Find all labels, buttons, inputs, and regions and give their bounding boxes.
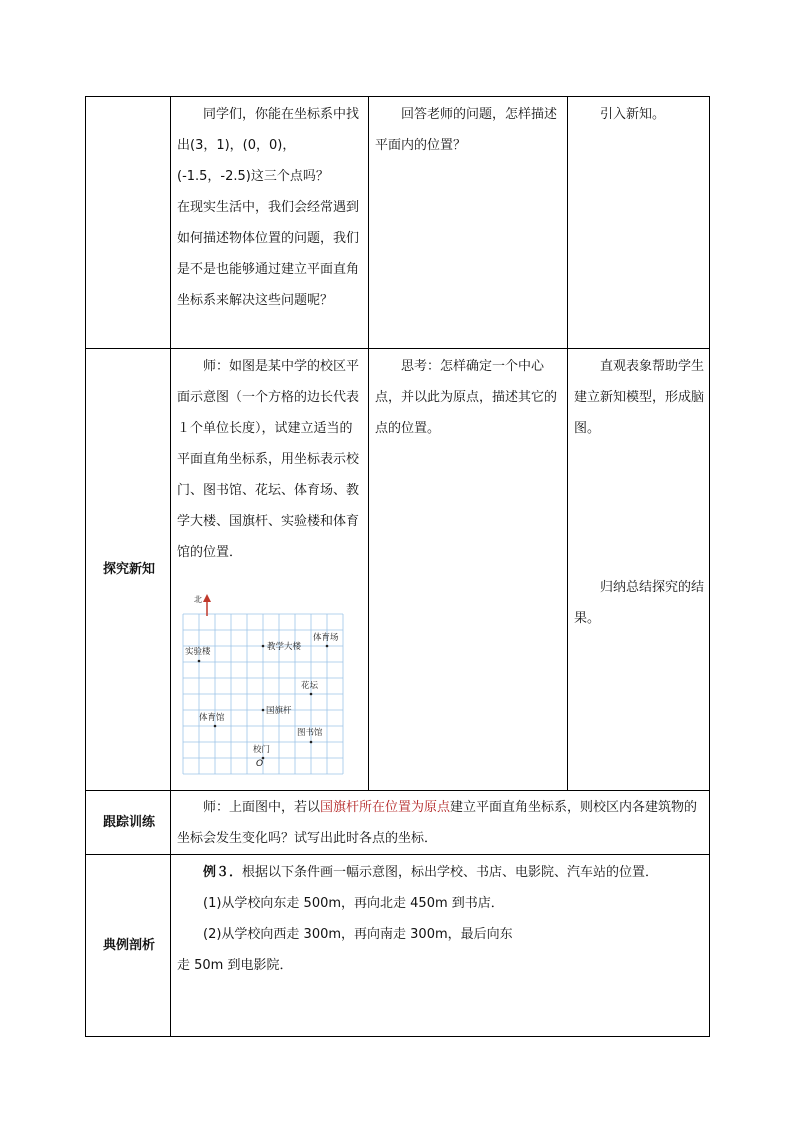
example-label: 例３． bbox=[203, 865, 243, 880]
section-label-example: 典例剖析 bbox=[86, 855, 171, 1037]
campus-grid-map bbox=[177, 594, 347, 776]
student-activity-cell bbox=[369, 97, 568, 349]
row-practice bbox=[86, 791, 710, 855]
example-item-2a: (2)从学校向西走 300m，再向南走 300m，最后向东 bbox=[203, 927, 513, 942]
teacher-activity-cell bbox=[171, 97, 369, 349]
flag-point bbox=[262, 709, 265, 712]
origin-label: O bbox=[256, 759, 264, 769]
practice-text bbox=[177, 792, 705, 854]
section-cell-intro bbox=[86, 97, 171, 349]
teaching-label: 教学大楼 bbox=[267, 642, 302, 652]
teacher-question: 同学们，你能在坐标系中找出(3，1)，(0，0)，(-1.5，-2.5)这三个点吗？ bbox=[177, 107, 360, 184]
row-intro bbox=[86, 97, 710, 349]
example-item-2b: 走 50m 到电影院． bbox=[177, 958, 293, 973]
gym-point bbox=[214, 725, 217, 728]
row-example bbox=[86, 855, 710, 1037]
campus-map bbox=[177, 594, 347, 776]
library-label: 图书馆 bbox=[297, 728, 323, 738]
gym-label: 体育馆 bbox=[199, 713, 225, 723]
design-intent-summary: 归纳总结探究的结果。 bbox=[574, 580, 705, 626]
lab-label: 实验楼 bbox=[185, 647, 211, 657]
practice-highlight: 国旗杆所在位置为原点 bbox=[320, 800, 451, 815]
student-activity-cell bbox=[369, 349, 568, 791]
example-cell bbox=[171, 855, 710, 1037]
library-point bbox=[310, 741, 313, 744]
design-intent-cell bbox=[568, 349, 710, 791]
stadium-point bbox=[326, 645, 329, 648]
north-label: 北 bbox=[194, 595, 202, 604]
section-label-explore: 探究新知 bbox=[86, 349, 171, 791]
garden-point bbox=[310, 693, 313, 696]
flag-label: 国旗杆 bbox=[266, 706, 292, 716]
design-intent: 引入新知。 bbox=[600, 107, 666, 122]
garden-label: 花坛 bbox=[301, 681, 319, 691]
lesson-table bbox=[85, 96, 710, 1037]
student-thinking: 思考：怎样确定一个中心点，并以此为原点，描述其它的点的位置。 bbox=[375, 359, 558, 436]
teacher-task: 师：如图是某中学的校区平面示意图（一个方格的边长代表１个单位长度），试建立适当的平面直角坐标系，用坐标表示校门、图书馆、花坛、体育场、教学大楼、国旗杆、实验楼和体育馆的位置． bbox=[177, 359, 360, 560]
stadium-label: 体育场 bbox=[313, 633, 339, 643]
teaching-point bbox=[262, 645, 265, 648]
student-activity: 回答老师的问题，怎样描述平面内的位置？ bbox=[375, 107, 558, 153]
teacher-activity-cell bbox=[171, 349, 369, 791]
design-intent-cell bbox=[568, 97, 710, 349]
north-arrow bbox=[203, 594, 211, 616]
practice-cell bbox=[171, 791, 710, 855]
teacher-context: 在现实生活中，我们会经常遇到如何描述物体位置的问题，我们是不是也能够通过建立平面直角坐标系来解决这些问题呢？ bbox=[177, 200, 360, 308]
gate-label: 校门 bbox=[253, 745, 271, 755]
section-label-practice: 跟踪训练 bbox=[86, 791, 171, 855]
design-intent-model: 直观表象帮助学生建立新知模型，形成脑图。 bbox=[574, 359, 705, 436]
example-item-1: (1)从学校向东走 500m，再向北走 450m 到书店． bbox=[203, 896, 504, 911]
example-prompt bbox=[177, 857, 705, 888]
practice-text-pre: 师：上面图中，若以 bbox=[203, 800, 321, 815]
lab-point bbox=[198, 660, 201, 663]
row-explore bbox=[86, 349, 710, 791]
example-text: 根据以下条件画一幅示意图，标出学校、书店、电影院、汽车站的位置． bbox=[242, 865, 659, 880]
practice-text-post: 建立平面直角坐标系，则校区内各建筑物的坐标会发生变化吗？试写出此时各点的坐标． bbox=[177, 800, 698, 846]
